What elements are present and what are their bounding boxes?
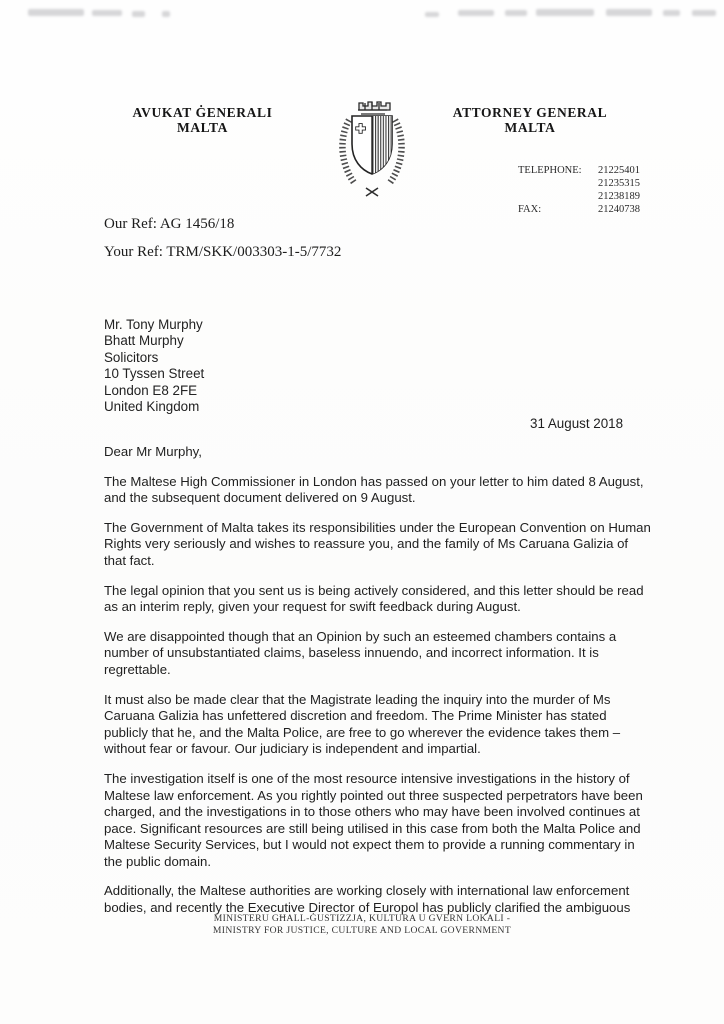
scan-artifact [28, 9, 84, 16]
telephone-number: 21235315 [598, 178, 640, 189]
body-paragraph: Additionally, the Maltese authorities are working closely with international law enforcement bodies, and recently the Executive Director of Europol has publicly clarified the ambiguous [104, 883, 631, 916]
scan-artifact [458, 10, 494, 16]
ministry-footer-maltese: MINISTERU GĦALL-ĠUSTIZZJA, KULTURA U GVERN LOKALI - [213, 913, 511, 924]
fax-number: 21240738 [598, 204, 640, 215]
body-paragraph: The Government of Malta takes its responsibilities under the European Convention on Human Rights very seriously and wishes to reassure you, and the family of Ms Caruana Galizia of that fact. [104, 519, 651, 568]
ministry-footer-english: MINISTRY FOR JUSTICE, CULTURE AND LOCAL GOVERNMENT [212, 924, 512, 936]
scan-artifact [162, 11, 170, 17]
recipient-line: Mr. Tony Murphy [104, 317, 203, 332]
reference-block [104, 216, 341, 272]
recipient-line: United Kingdom [104, 399, 200, 415]
scan-artifact [132, 11, 145, 17]
contact-block [518, 164, 640, 216]
telephone-row [518, 177, 640, 190]
scan-artifact [505, 10, 527, 16]
body-paragraph: The Maltese High Commissioner in London has passed on your letter to him dated 8 August, and the subsequent document delivered on 9 August. [104, 473, 644, 506]
telephone-number: 21238189 [598, 191, 640, 202]
recipient-line: 10 Tyssen Street [104, 366, 205, 382]
fax-row [518, 203, 640, 216]
scan-artifact [536, 9, 594, 16]
scan-artifact [606, 9, 652, 16]
letterhead-english [440, 105, 620, 135]
body-paragraph: We are disappointed though that an Opinion by such an esteemed chambers contains a number of unsubstantiated claims, baseless innuendo, and incorrect information. It is regrettable. [104, 628, 617, 677]
letterhead-english-title: ATTORNEY GENERAL [452, 105, 608, 120]
letterhead-maltese-subtitle: MALTA [176, 120, 228, 135]
scan-artifact [425, 12, 439, 17]
body-paragraph: It must also be made clear that the Magistrate leading the inquiry into the murder of Ms Caruana Galizia has unfettered discretion and freedom. The Prime Minister has stated publicly that he, and the Malta Police, are free to go wherever the evidence takes them – without fear or favour. Our judiciary is independent and impartial. [104, 691, 621, 757]
telephone-row [518, 190, 640, 203]
telephone-row [518, 164, 640, 177]
letter-date: 31 August 2018 [530, 416, 624, 431]
our-ref: Our Ref: AG 1456/18 [104, 216, 235, 232]
letterhead-maltese-title: AVUKAT ĠENERALI [132, 105, 273, 120]
recipient-line: Solicitors [104, 349, 159, 365]
recipient-line: London E8 2FE [104, 382, 198, 398]
letter-body [104, 444, 653, 930]
salutation: Dear Mr Murphy, [104, 444, 202, 459]
telephone-number: 21225401 [598, 165, 640, 176]
scan-artifact [92, 10, 122, 16]
fax-label: FAX: [518, 204, 542, 215]
malta-coat-of-arms-icon [336, 94, 408, 204]
letterhead-maltese [115, 105, 290, 135]
recipient-address [104, 317, 204, 415]
letterhead-english-subtitle: MALTA [504, 120, 556, 135]
scan-artifact [663, 10, 680, 16]
body-paragraph: The legal opinion that you sent us is being actively considered, and this letter should be read as an interim reply, given your request for swift feedback during August. [104, 582, 644, 615]
ministry-footer [0, 913, 724, 936]
body-paragraph: The investigation itself is one of the most resource intensive investigations in the history of Maltese law enforcement. As you rightly pointed out three suspected perpetrators have been charged, and the investigations in to those others who may have been involved continues at pace. Significant resources are still being utilised in this case from both the Malta Police and Maltese Security Services, but I would not expect them to provide a running commentary in the public domain. [104, 770, 643, 869]
telephone-label: TELEPHONE: [518, 165, 582, 176]
recipient-line: Bhatt Murphy [104, 333, 184, 349]
scan-artifact [692, 10, 716, 16]
your-ref: Your Ref: TRM/SKK/003303-1-5/7732 [104, 244, 342, 260]
